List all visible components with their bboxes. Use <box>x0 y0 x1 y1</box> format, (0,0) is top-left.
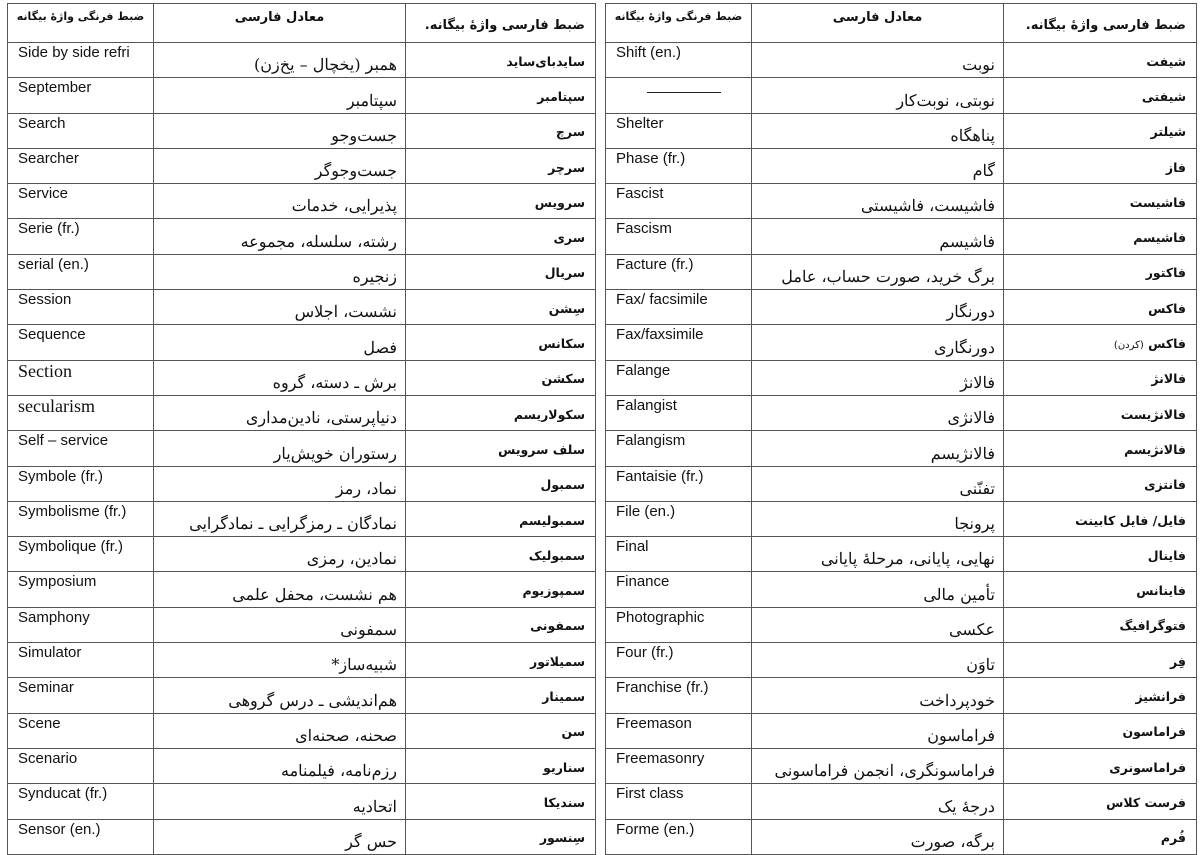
persian-spelling-word: سرچر <box>548 159 585 175</box>
persian-spelling-word: فایل/ فایل کابینت <box>1075 512 1186 528</box>
persian-spelling-cell <box>1004 113 1197 148</box>
persian-spelling-word: فاشیسم <box>1133 230 1186 246</box>
persian-equivalent-cell: هم نشست، محفل علمی <box>154 572 406 607</box>
table-row <box>606 148 1197 183</box>
persian-spelling-word: سمفونی <box>530 618 585 634</box>
foreign-spelling-cell: Scenario <box>8 748 154 783</box>
table-row <box>606 713 1197 748</box>
persian-equivalent-cell: فراماسون <box>752 713 1004 748</box>
foreign-spelling-cell: Sequence <box>8 325 154 360</box>
foreign-spelling-cell: Fascist <box>606 184 752 219</box>
table-row <box>8 431 596 466</box>
persian-spelling-cell <box>406 678 596 713</box>
glossary-body-left <box>8 4 596 855</box>
persian-equivalent-cell: نهایی، پایانی، مرحلهٔ پایانی <box>752 537 1004 572</box>
foreign-spelling-cell: Samphony <box>8 607 154 642</box>
persian-spelling-word: سندیکا <box>543 794 585 810</box>
persian-spelling-word: سمبولیسم <box>519 512 585 528</box>
persian-spelling-word: سمپوزیوم <box>522 583 585 599</box>
empty-dash-line <box>647 92 721 93</box>
persian-spelling-cell <box>1004 219 1197 254</box>
persian-equivalent-cell: نماد، رمز <box>154 466 406 501</box>
persian-equivalent-cell: فراماسونگری، انجمن فراماسونی <box>752 748 1004 783</box>
persian-spelling-cell <box>1004 713 1197 748</box>
table-row <box>8 537 596 572</box>
foreign-spelling-cell: Symposium <box>8 572 154 607</box>
persian-spelling-word: شیفت <box>1146 53 1186 69</box>
persian-spelling-cell <box>406 184 596 219</box>
persian-equivalent-cell: خودپرداخت <box>752 678 1004 713</box>
persian-spelling-word: سمبول <box>540 477 585 493</box>
persian-equivalent-cell: برگه، صورت <box>752 819 1004 854</box>
persian-spelling-word: فاشیست <box>1129 194 1186 210</box>
table-row <box>606 819 1197 854</box>
persian-spelling-cell <box>406 713 596 748</box>
persian-spelling-word: سِنسور <box>539 830 585 846</box>
table-row <box>8 290 596 325</box>
foreign-spelling-cell: Final <box>606 537 752 572</box>
persian-spelling-word: فاز <box>1165 159 1186 175</box>
persian-spelling-cell <box>1004 607 1197 642</box>
persian-spelling-word: فراماسون <box>1122 724 1186 740</box>
persian-spelling-cell <box>406 325 596 360</box>
foreign-spelling-cell: Photographic <box>606 607 752 642</box>
persian-spelling-word: سِشن <box>548 300 585 316</box>
persian-spelling-word: سریال <box>544 265 585 281</box>
table-row <box>606 43 1197 78</box>
persian-spelling-word: فُرم <box>1160 830 1186 846</box>
persian-equivalent-cell: فالانژ <box>752 360 1004 395</box>
persian-spelling-cell <box>406 290 596 325</box>
persian-spelling-cell <box>1004 184 1197 219</box>
foreign-spelling-cell: Four (fr.) <box>606 643 752 678</box>
persian-spelling-word: سرویس <box>534 194 585 210</box>
foreign-spelling-cell: Franchise (fr.) <box>606 678 752 713</box>
persian-spelling-cell <box>406 113 596 148</box>
persian-spelling-cell <box>406 43 596 78</box>
persian-spelling-cell <box>1004 395 1197 430</box>
header-persian-equivalent: معادل فارسی <box>154 4 406 43</box>
persian-spelling-word: فرانشیز <box>1135 688 1186 704</box>
persian-spelling-cell <box>406 819 596 854</box>
persian-equivalent-cell: فالانژی <box>752 395 1004 430</box>
persian-spelling-word: فاکس <box>1148 336 1186 352</box>
persian-spelling-word: فالانژ <box>1151 371 1186 387</box>
persian-equivalent-cell: پناهگاه <box>752 113 1004 148</box>
foreign-spelling-cell: File (en.) <box>606 501 752 536</box>
table-row <box>606 643 1197 678</box>
table-row <box>8 219 596 254</box>
persian-spelling-word: شیفتی <box>1141 88 1186 104</box>
foreign-spelling-cell: Fax/ facsimile <box>606 290 752 325</box>
persian-spelling-cell <box>406 395 596 430</box>
persian-equivalent-cell: فالانژیسم <box>752 431 1004 466</box>
persian-spelling-cell <box>406 466 596 501</box>
foreign-spelling-cell: Self – service <box>8 431 154 466</box>
persian-spelling-word: سمینار <box>542 688 585 704</box>
table-row <box>8 466 596 501</box>
table-row <box>8 184 596 219</box>
table-row <box>606 537 1197 572</box>
table-row <box>606 466 1197 501</box>
persian-spelling-cell <box>1004 643 1197 678</box>
table-row <box>8 713 596 748</box>
foreign-spelling-cell: Freemason <box>606 713 752 748</box>
foreign-spelling-cell: Shift (en.) <box>606 43 752 78</box>
persian-spelling-word: فانتزی <box>1144 477 1186 493</box>
table-row <box>8 784 596 819</box>
foreign-spelling-cell: Falangist <box>606 395 752 430</box>
persian-equivalent-cell: برگ خرید، صورت حساب، عامل <box>752 254 1004 289</box>
persian-equivalent-cell: رشته، سلسله، مجموعه <box>154 219 406 254</box>
persian-spelling-word: سمبولیک <box>528 547 585 563</box>
persian-spelling-cell <box>1004 148 1197 183</box>
persian-spelling-cell <box>1004 572 1197 607</box>
persian-equivalent-cell: پذیرایی، خدمات <box>154 184 406 219</box>
persian-spelling-cell <box>406 254 596 289</box>
persian-equivalent-cell: نمادگان ـ رمزگرایی ـ نمادگرایی <box>154 501 406 536</box>
persian-equivalent-cell: تاوَن <box>752 643 1004 678</box>
persian-spelling-word: سکولاریسم <box>513 406 585 422</box>
table-row <box>8 607 596 642</box>
persian-spelling-cell <box>1004 466 1197 501</box>
glossary-body-right <box>606 4 1197 855</box>
persian-spelling-cell <box>1004 748 1197 783</box>
table-row <box>606 748 1197 783</box>
table-row <box>606 784 1197 819</box>
table-row <box>8 395 596 430</box>
persian-equivalent-cell: عکسی <box>752 607 1004 642</box>
persian-spelling-word: فِر <box>1170 653 1186 669</box>
foreign-spelling-cell: Scene <box>8 713 154 748</box>
header-persian-spelling: ضبط فارسی واژهٔ بیگانه. <box>1004 4 1197 43</box>
persian-equivalent-cell: نوبتی، نوبت‌کار <box>752 78 1004 113</box>
persian-spelling-cell <box>1004 537 1197 572</box>
persian-equivalent-cell: سپتامبر <box>154 78 406 113</box>
persian-equivalent-cell: پرونجا <box>752 501 1004 536</box>
foreign-spelling-cell: Synducat (fr.) <box>8 784 154 819</box>
persian-spelling-word: فاینال <box>1147 547 1186 563</box>
table-row <box>606 501 1197 536</box>
persian-spelling-word: سرچ <box>555 124 585 140</box>
persian-spelling-cell <box>406 607 596 642</box>
foreign-spelling-cell: Symbole (fr.) <box>8 466 154 501</box>
persian-spelling-cell <box>1004 254 1197 289</box>
foreign-spelling-cell: Side by side refri <box>8 43 154 78</box>
header-foreign-spelling: ضبط فرنگی واژهٔ بیگانه <box>8 4 154 43</box>
persian-equivalent-cell: فاشیسم <box>752 219 1004 254</box>
persian-spelling-cell <box>1004 819 1197 854</box>
persian-spelling-cell <box>1004 784 1197 819</box>
foreign-spelling-cell <box>606 78 752 113</box>
table-row <box>8 78 596 113</box>
persian-equivalent-cell: دنیاپرستی، نادین‌مداری <box>154 395 406 430</box>
persian-spelling-word: فاکتور <box>1145 265 1186 281</box>
foreign-spelling-cell: Section <box>8 360 154 395</box>
persian-equivalent-cell: جست‌وجوگر <box>154 148 406 183</box>
foreign-spelling-cell: Symbolique (fr.) <box>8 537 154 572</box>
persian-equivalent-cell: گام <box>752 148 1004 183</box>
foreign-spelling-cell: Fantaisie (fr.) <box>606 466 752 501</box>
persian-spelling-word: فتوگرافیگ <box>1119 618 1186 634</box>
persian-spelling-word: سن <box>561 724 585 740</box>
persian-spelling-cell <box>1004 678 1197 713</box>
persian-equivalent-cell: جست‌وجو <box>154 113 406 148</box>
persian-spelling-cell <box>406 784 596 819</box>
persian-spelling-cell <box>1004 78 1197 113</box>
persian-spelling-cell <box>406 431 596 466</box>
persian-spelling-cell <box>406 78 596 113</box>
table-row <box>606 572 1197 607</box>
persian-spelling-word: فاکس <box>1148 300 1186 316</box>
foreign-spelling-cell: Forme (en.) <box>606 819 752 854</box>
table-row <box>8 148 596 183</box>
foreign-spelling-cell: Symbolisme (fr.) <box>8 501 154 536</box>
table-row <box>8 43 596 78</box>
foreign-spelling-cell: Serie (fr.) <box>8 219 154 254</box>
foreign-spelling-cell: Finance <box>606 572 752 607</box>
foreign-spelling-cell: Fascism <box>606 219 752 254</box>
table-row <box>8 501 596 536</box>
persian-spelling-word: فالانژیست <box>1120 406 1186 422</box>
persian-spelling-cell <box>406 360 596 395</box>
table-row <box>8 254 596 289</box>
persian-equivalent-cell: نوبت <box>752 43 1004 78</box>
persian-equivalent-cell: زنجیره <box>154 254 406 289</box>
persian-spelling-word: فراماسونری <box>1109 759 1186 775</box>
table-row <box>606 219 1197 254</box>
persian-equivalent-cell: نمادین، رمزی <box>154 537 406 572</box>
persian-spelling-cell <box>406 748 596 783</box>
persian-equivalent-cell: رستوران خویش‌یار <box>154 431 406 466</box>
persian-spelling-cell <box>1004 290 1197 325</box>
persian-spelling-cell <box>406 219 596 254</box>
table-row <box>8 819 596 854</box>
table-row <box>8 113 596 148</box>
table-row <box>606 254 1197 289</box>
table-row <box>606 325 1197 360</box>
glossary-table-left <box>7 3 596 855</box>
table-header-row <box>606 4 1197 43</box>
persian-equivalent-cell: دورنگاری <box>752 325 1004 360</box>
table-row <box>606 395 1197 430</box>
foreign-spelling-cell: Falange <box>606 360 752 395</box>
foreign-spelling-cell: Fax/faxsimile <box>606 325 752 360</box>
foreign-spelling-cell: Sensor (en.) <box>8 819 154 854</box>
persian-equivalent-cell: فاشیست، فاشیستی <box>752 184 1004 219</box>
persian-spelling-note: (کردن) <box>1113 340 1144 352</box>
persian-equivalent-cell: درجهٔ یک <box>752 784 1004 819</box>
persian-spelling-cell <box>1004 501 1197 536</box>
foreign-spelling-cell: Simulator <box>8 643 154 678</box>
foreign-spelling-cell: Searcher <box>8 148 154 183</box>
persian-equivalent-cell: تأمین مالی <box>752 572 1004 607</box>
foreign-spelling-cell: Phase (fr.) <box>606 148 752 183</box>
table-row <box>606 113 1197 148</box>
persian-spelling-word: سایدبای‌ساید <box>506 53 585 69</box>
foreign-spelling-cell: First class <box>606 784 752 819</box>
persian-equivalent-cell: نشست، اجلاس <box>154 290 406 325</box>
glossary-table-right <box>605 3 1197 855</box>
table-row <box>606 360 1197 395</box>
persian-equivalent-cell: تفنّنی <box>752 466 1004 501</box>
persian-spelling-word: سری <box>553 230 585 246</box>
persian-spelling-word: سناریو <box>543 759 585 775</box>
table-header-row <box>8 4 596 43</box>
table-row <box>606 607 1197 642</box>
foreign-spelling-cell: Seminar <box>8 678 154 713</box>
header-persian-spelling: ضبط فارسی واژهٔ بیگانه. <box>406 4 596 43</box>
table-row <box>606 290 1197 325</box>
persian-spelling-cell <box>406 537 596 572</box>
foreign-spelling-cell: Shelter <box>606 113 752 148</box>
persian-spelling-cell <box>1004 360 1197 395</box>
persian-equivalent-cell: حس گر <box>154 819 406 854</box>
foreign-spelling-cell: Service <box>8 184 154 219</box>
persian-spelling-word: فرست کلاس <box>1106 794 1186 810</box>
table-row <box>606 184 1197 219</box>
table-row <box>8 643 596 678</box>
persian-equivalent-cell: شبیه‌ساز* <box>154 643 406 678</box>
table-row <box>606 678 1197 713</box>
foreign-spelling-cell: Search <box>8 113 154 148</box>
persian-equivalent-cell: رزم‌نامه، فیلمنامه <box>154 748 406 783</box>
table-row <box>8 678 596 713</box>
persian-spelling-cell <box>406 572 596 607</box>
table-row <box>606 431 1197 466</box>
foreign-spelling-cell: Session <box>8 290 154 325</box>
header-foreign-spelling: ضبط فرنگی واژهٔ بیگانه <box>606 4 752 43</box>
persian-equivalent-cell: فصل <box>154 325 406 360</box>
header-persian-equivalent: معادل فارسی <box>752 4 1004 43</box>
persian-spelling-cell <box>406 643 596 678</box>
foreign-spelling-cell: Falangism <box>606 431 752 466</box>
persian-equivalent-cell: برش ـ دسته، گروه <box>154 360 406 395</box>
persian-spelling-word: سکشن <box>541 371 585 387</box>
persian-spelling-cell <box>1004 43 1197 78</box>
persian-spelling-cell <box>1004 325 1197 360</box>
persian-spelling-word: سلف سرویس <box>498 441 585 457</box>
persian-spelling-word: فالانژیسم <box>1124 441 1186 457</box>
persian-equivalent-cell: همبر (یخچال – یخ‌زن) <box>154 43 406 78</box>
persian-spelling-word: سمیلاتور <box>530 653 585 669</box>
foreign-spelling-cell: serial (en.) <box>8 254 154 289</box>
persian-spelling-word: سپتامبر <box>537 88 585 104</box>
persian-equivalent-cell: اتحادیه <box>154 784 406 819</box>
foreign-spelling-cell: September <box>8 78 154 113</box>
foreign-spelling-cell: Freemasonry <box>606 748 752 783</box>
persian-equivalent-cell: دورنگار <box>752 290 1004 325</box>
foreign-spelling-cell: secularism <box>8 395 154 430</box>
persian-spelling-word: فاینانس <box>1136 583 1186 599</box>
foreign-spelling-cell: Facture (fr.) <box>606 254 752 289</box>
persian-spelling-cell <box>406 148 596 183</box>
table-row <box>8 325 596 360</box>
persian-spelling-cell <box>1004 431 1197 466</box>
table-row <box>606 78 1197 113</box>
table-row <box>8 572 596 607</box>
persian-equivalent-cell: سمفونی <box>154 607 406 642</box>
persian-equivalent-cell: صحنه، صحنه‌ای <box>154 713 406 748</box>
persian-spelling-word: شیلتر <box>1150 124 1186 140</box>
table-row <box>8 748 596 783</box>
table-row <box>8 360 596 395</box>
persian-spelling-word: سکانس <box>538 336 585 352</box>
persian-equivalent-cell: هم‌اندیشی ـ درس گروهی <box>154 678 406 713</box>
persian-spelling-cell <box>406 501 596 536</box>
